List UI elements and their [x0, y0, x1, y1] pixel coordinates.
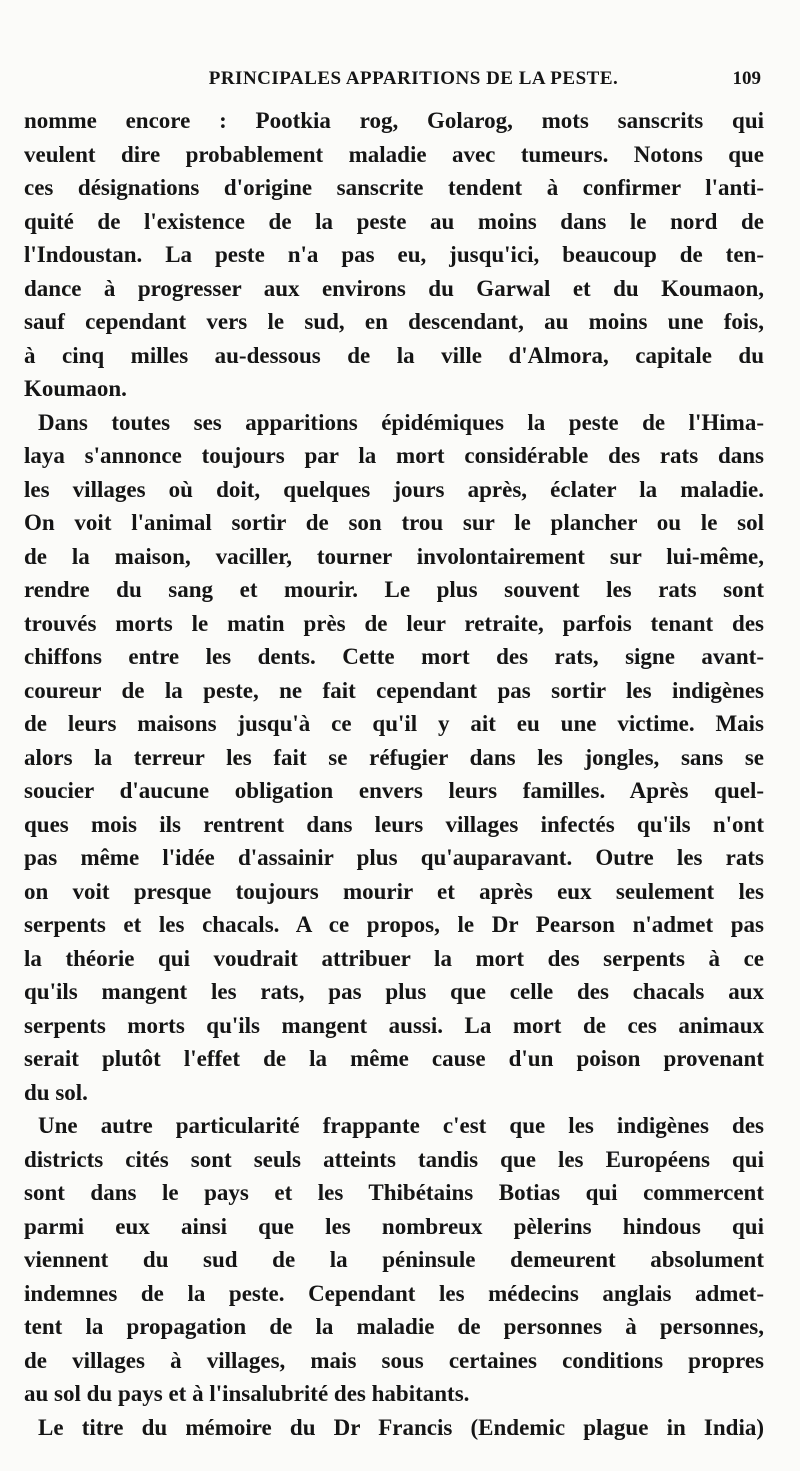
text-line: ces désignations d'origine sanscrite tendent à confirmer l'anti- — [24, 175, 764, 200]
text-line: on voit presque toujours mourir et après eux seulement les — [24, 878, 764, 904]
text-line: coureur de la peste, ne fait cependant pas sortir les indigènes — [24, 677, 764, 703]
text-line: Koumaon. — [24, 376, 127, 401]
text-line: à cinq milles au-dessous de la ville d'Almora, capitale du — [24, 342, 764, 368]
text-line: Dans toutes ses apparitions épidémiques la peste de l'Hima- — [38, 409, 764, 435]
text-line: quité de l'existence de la peste au moins dans le nord de — [24, 208, 764, 234]
text-line: sont dans le pays et les Thibétains Botias qui commercent — [24, 1180, 764, 1205]
text-line: sauf cependant vers le sud, en descendant, au moins une fois, — [24, 309, 764, 334]
text-line: parmi eux ainsi que les nombreux pèlerins hindous qui — [24, 1213, 764, 1239]
text-line: les villages où doit, quelques jours après, éclater la maladie. — [24, 476, 764, 502]
text-line: pas même l'idée d'assainir plus qu'auparavant. Outre les rats — [24, 845, 764, 870]
text-line: Le titre du mémoire du Dr Francis (Endemic plague in India) — [38, 1414, 764, 1440]
page-header — [26, 68, 761, 92]
text-line: laya s'annonce toujours par la mort considérable des rats dans — [24, 443, 764, 468]
running-title: PRINCIPALES APPARITIONS DE LA PESTE. — [208, 68, 619, 89]
text-line: serpents et les chacals. A ce propos, le Dr Pearson n'admet pas — [24, 912, 764, 937]
text-line: de villages à villages, mais sous certaines conditions propres — [24, 1347, 764, 1373]
text-line: soucier d'aucune obligation envers leurs familles. Après quel- — [24, 778, 764, 803]
text-line: du sol. — [24, 1079, 88, 1105]
text-line: districts cités sont seuls atteints tandis que les Européens qui — [24, 1146, 764, 1172]
text-line: rendre du sang et mourir. Le plus souvent les rats sont — [24, 577, 764, 602]
text-line: de la maison, vaciller, tourner involontairement sur lui-même, — [24, 543, 764, 569]
text-line: nomme encore : Pootkia rog, Golarog, mots sanscrits qui — [24, 108, 764, 133]
text-line: l'Indoustan. La peste n'a pas eu, jusqu'ici, beaucoup de ten- — [24, 242, 764, 267]
text-line: trouvés morts le matin près de leur retraite, parfois tenant des — [24, 610, 764, 636]
text-line: serait plutôt l'effet de la même cause d'un poison provenant — [24, 1046, 764, 1071]
text-line: indemnes de la peste. Cependant les médecins anglais admet- — [24, 1280, 764, 1306]
text-line: On voit l'animal sortir de son trou sur le plancher ou le sol — [24, 510, 764, 535]
text-line: ques mois ils rentrent dans leurs villages infectés qu'ils n'ont — [24, 811, 764, 837]
text-line: tent la propagation de la maladie de personnes à personnes, — [24, 1314, 764, 1339]
text-line: la théorie qui voudrait attribuer la mort des serpents à ce — [24, 945, 764, 971]
text-line: chiffons entre les dents. Cette mort des rats, signe avant- — [24, 644, 764, 669]
text-line: Une autre particularité frappante c'est que les indigènes des — [38, 1113, 764, 1138]
text-line: serpents morts qu'ils mangent aussi. La mort de ces animaux — [24, 1012, 764, 1038]
page-number: 109 — [732, 68, 761, 89]
body-text — [24, 104, 764, 1444]
text-line: viennent du sud de la péninsule demeurent absolument — [24, 1247, 764, 1272]
text-line: de leurs maisons jusqu'à ce qu'il y ait eu une victime. Mais — [24, 711, 764, 736]
text-line: dance à progresser aux environs du Garwal et du Koumaon, — [24, 275, 764, 301]
text-line: alors la terreur les fait se réfugier dans les jongles, sans se — [24, 744, 764, 770]
text-line: au sol du pays et à l'insalubrité des habitants. — [24, 1381, 470, 1406]
text-line: veulent dire probablement maladie avec tumeurs. Notons que — [24, 141, 764, 167]
text-line: qu'ils mangent les rats, pas plus que celle des chacals aux — [24, 979, 764, 1004]
